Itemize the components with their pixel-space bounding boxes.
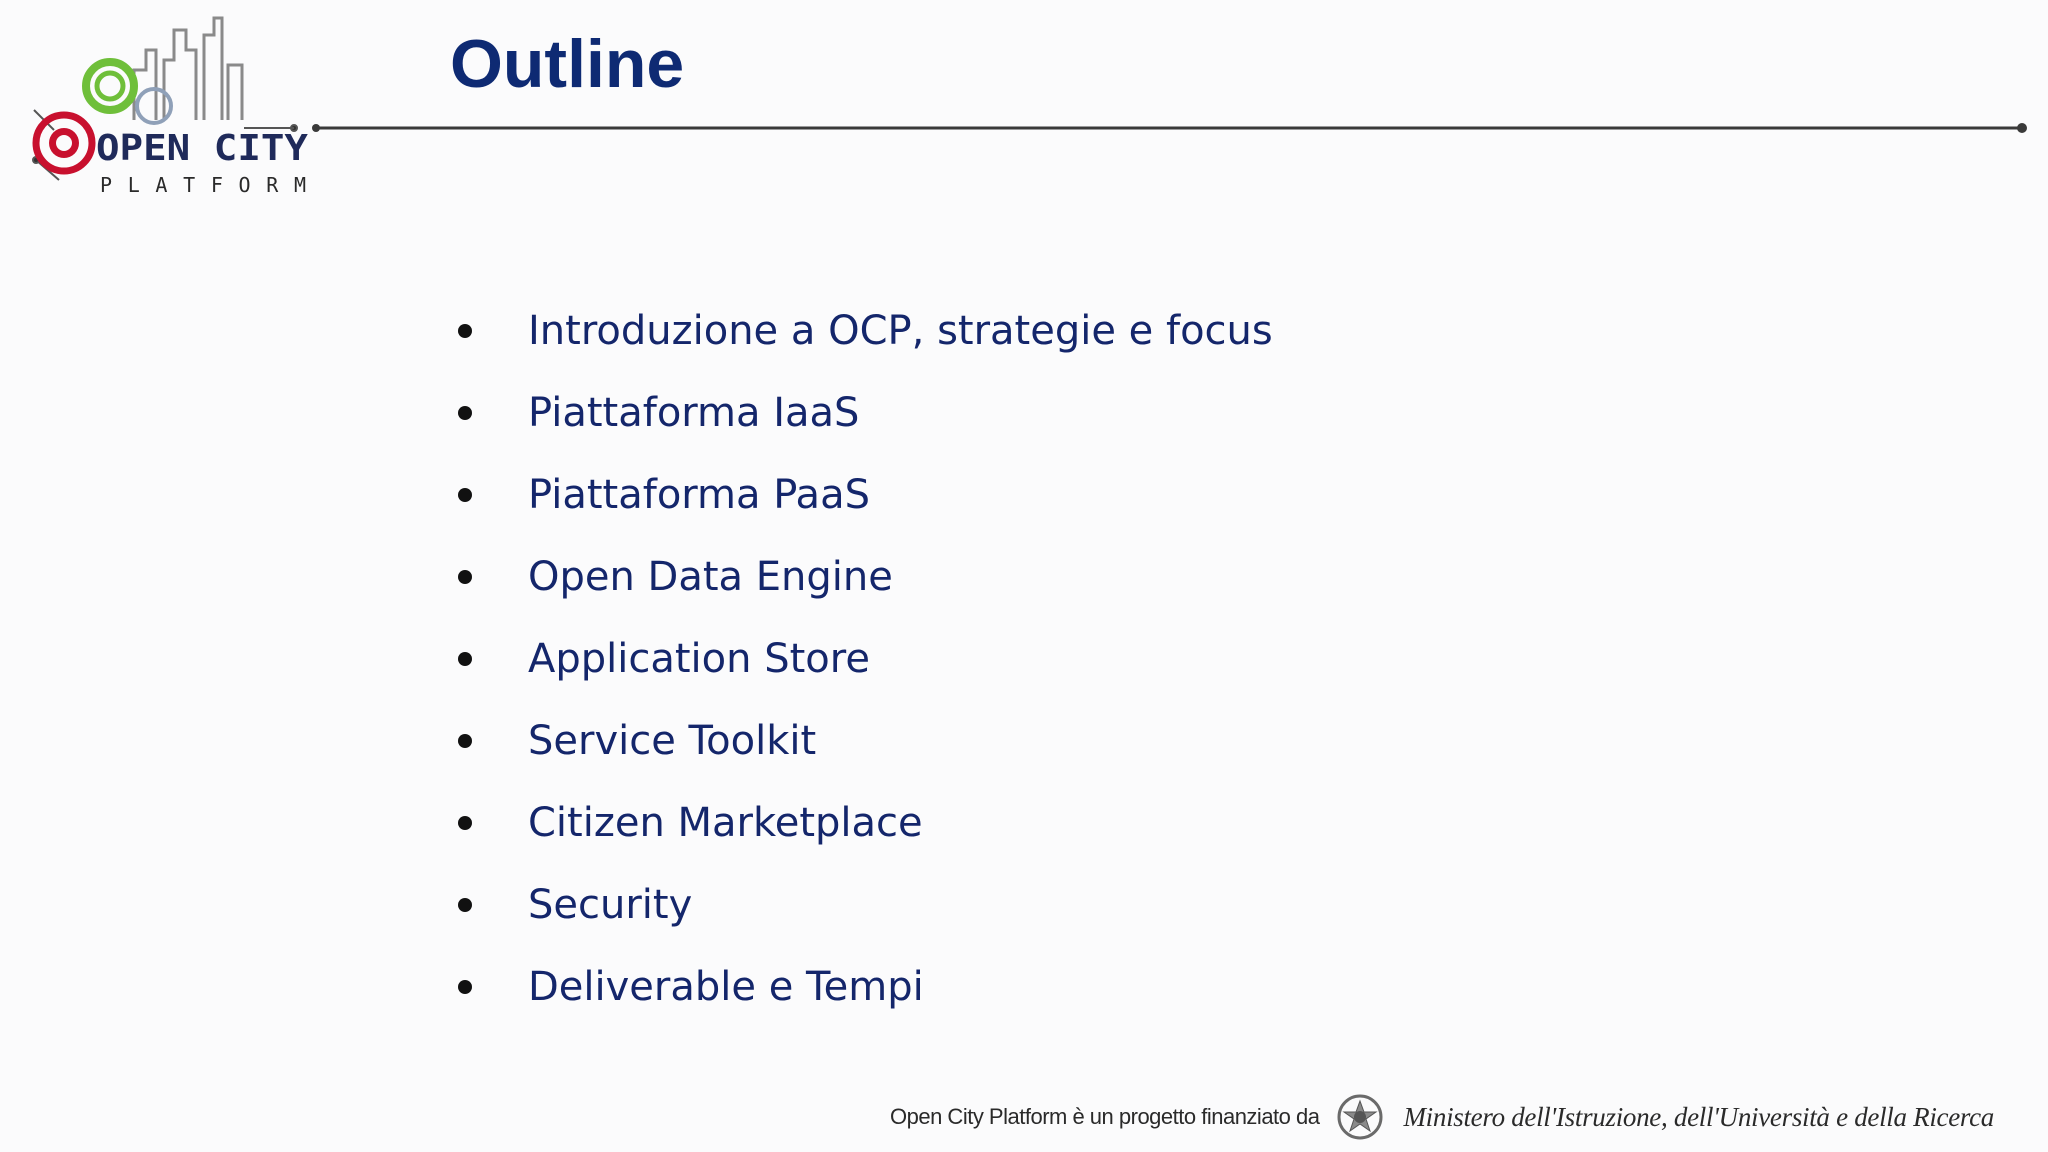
logo-line1: OPEN CITY (96, 128, 309, 169)
list-item (458, 290, 1273, 372)
bullet-icon (458, 488, 472, 502)
list-item (458, 536, 1273, 618)
list-item (458, 454, 1273, 536)
list-item (458, 782, 1273, 864)
bullet-icon (458, 980, 472, 994)
outline-item-text: Introduzione a OCP, strategie e focus (528, 308, 1273, 354)
outline-item-text: Service Toolkit (528, 718, 817, 764)
ministry-name: Ministero dell'Istruzione, dell'Università e della Ricerca (1403, 1101, 1995, 1132)
open-city-platform-logo (14, 10, 314, 200)
list-item (458, 700, 1273, 782)
funding-footer (890, 1090, 2020, 1144)
list-item (458, 946, 1273, 1028)
outline-item-text: Application Store (528, 636, 870, 682)
list-item (458, 864, 1273, 946)
bullet-icon (458, 406, 472, 420)
footer-text: Open City Platform è un progetto finanziato da (890, 1104, 1320, 1129)
bullet-icon (458, 324, 472, 338)
bullet-icon (458, 652, 472, 666)
bullet-icon (458, 570, 472, 584)
outline-item-text: Security (528, 882, 693, 928)
logo-graphic (14, 10, 314, 200)
bullet-icon (458, 898, 472, 912)
list-item (458, 618, 1273, 700)
outline-item-text: Piattaforma IaaS (528, 390, 860, 436)
bullet-icon (458, 734, 472, 748)
outline-item-text: Open Data Engine (528, 554, 893, 600)
outline-item-text: Deliverable e Tempi (528, 964, 924, 1010)
outline-item-text: Citizen Marketplace (528, 800, 923, 846)
outline-item-text: Piattaforma PaaS (528, 472, 870, 518)
logo-line2: PLATFORM (100, 173, 306, 197)
bullet-icon (458, 816, 472, 830)
list-item (458, 372, 1273, 454)
title-divider (310, 118, 2030, 142)
slide-title: Outline (450, 26, 685, 102)
italian-republic-emblem-icon (1335, 1092, 1385, 1142)
outline-list (458, 290, 1273, 1028)
